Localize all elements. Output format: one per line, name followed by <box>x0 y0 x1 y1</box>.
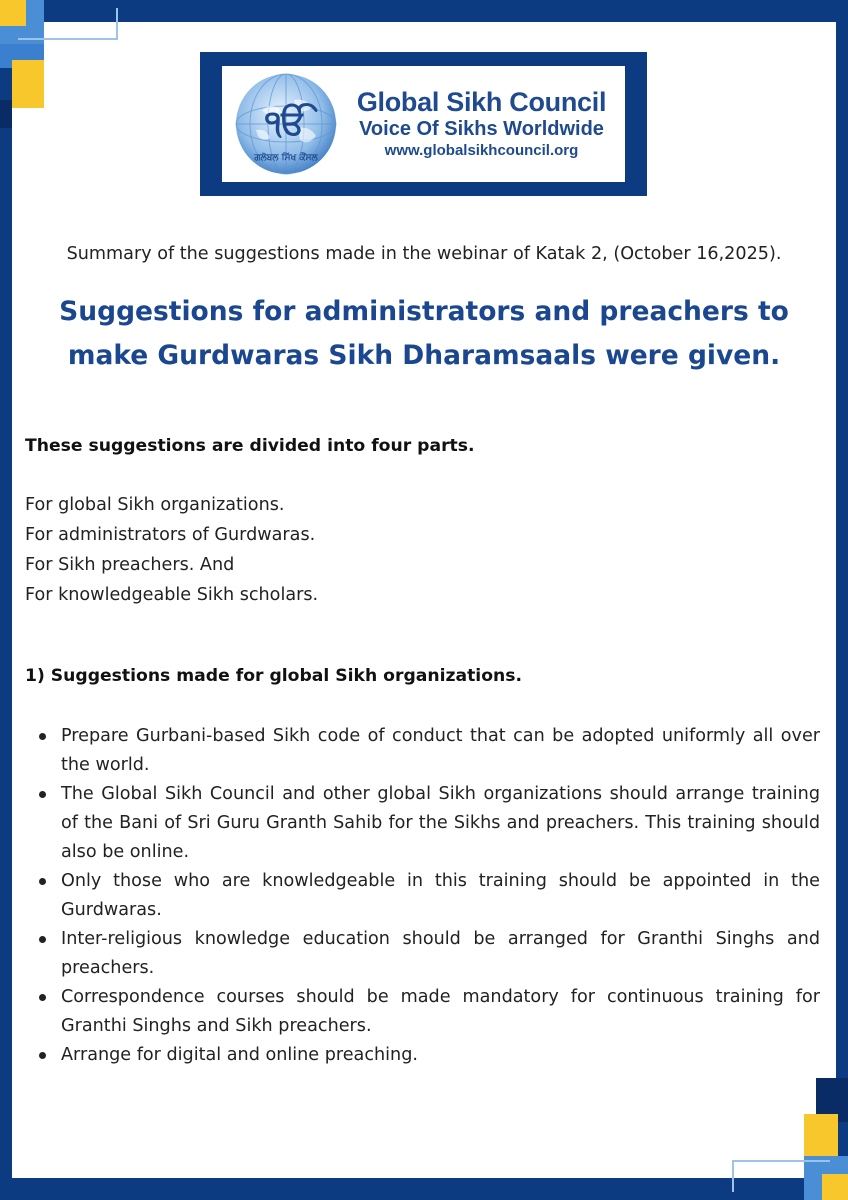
bullet-icon <box>39 878 46 885</box>
list-item <box>35 983 820 1041</box>
corner-decoration-block <box>804 1114 838 1160</box>
suggestion-list <box>35 722 820 1070</box>
list-item <box>35 925 820 983</box>
bullet-icon <box>39 994 46 1001</box>
list-item-text: The Global Sikh Council and other global Sikh organizations should arrange training of the Bani of Sri Guru Granth Sahib for the Sikhs and preachers. This training should also be online. <box>61 784 820 862</box>
corner-decoration-block <box>12 60 44 108</box>
frame-right-border <box>836 0 848 1200</box>
list-item-text: Only those who are knowledgeable in this training should be appointed in the Gurdwaras. <box>61 871 820 920</box>
logo-text <box>348 87 615 161</box>
list-item-text: Prepare Gurbani-based Sikh code of conduct that can be adopted uniformly all over the world. <box>61 726 820 775</box>
ik-onkar-globe-icon <box>232 70 340 178</box>
parts-heading: These suggestions are divided into four parts. <box>25 436 475 456</box>
summary-line: Summary of the suggestions made in the webinar of Katak 2, (October 16,2025). <box>66 244 782 264</box>
list-item: For global Sikh organizations. <box>25 495 285 515</box>
parts-list <box>25 490 318 610</box>
org-url: www.globalsikhcouncil.org <box>384 142 579 159</box>
org-tagline: Voice Of Sikhs Worldwide <box>359 118 604 140</box>
corner-decoration-outline <box>732 1160 830 1192</box>
list-item-text: Arrange for digital and online preaching. <box>61 1045 418 1065</box>
list-item <box>35 780 820 867</box>
list-item-text: Inter-religious knowledge education should be arranged for Granthi Singhs and preachers. <box>61 929 820 978</box>
list-item: For administrators of Gurdwaras. <box>25 525 316 545</box>
list-item <box>35 1041 820 1070</box>
list-item-text: Correspondence courses should be made mandatory for continuous training for Granthi Singhs and Sikh preachers. <box>61 987 820 1036</box>
bullet-icon <box>39 791 46 798</box>
list-item: For Sikh preachers. And <box>25 555 235 575</box>
list-item <box>35 867 820 925</box>
logo-panel <box>222 66 625 182</box>
list-item: For knowledgeable Sikh scholars. <box>25 585 319 605</box>
section-heading: 1) Suggestions made for global Sikh organizations. <box>25 666 522 686</box>
frame-top-border <box>0 0 848 22</box>
corner-decoration-block <box>0 100 12 128</box>
bullet-icon <box>39 936 46 943</box>
bullet-icon <box>39 1052 46 1059</box>
bullet-icon <box>39 733 46 740</box>
org-name: Global Sikh Council <box>356 87 607 117</box>
logo-banner <box>200 52 647 196</box>
frame-left-border <box>0 0 12 1200</box>
svg-text:ੴ: ੴ <box>265 103 307 143</box>
list-item <box>35 722 820 780</box>
logo-punjabi-caption: ਗਲੋਬਲ ਸਿੱਖ ਕੌਂਸਲ <box>254 153 318 163</box>
corner-decoration-outline <box>18 8 118 40</box>
page-title: Suggestions for administrators and preachers to make Gurdwaras Sikh Dharamsaals were given. <box>59 296 789 371</box>
frame-bottom-border <box>0 1178 848 1200</box>
